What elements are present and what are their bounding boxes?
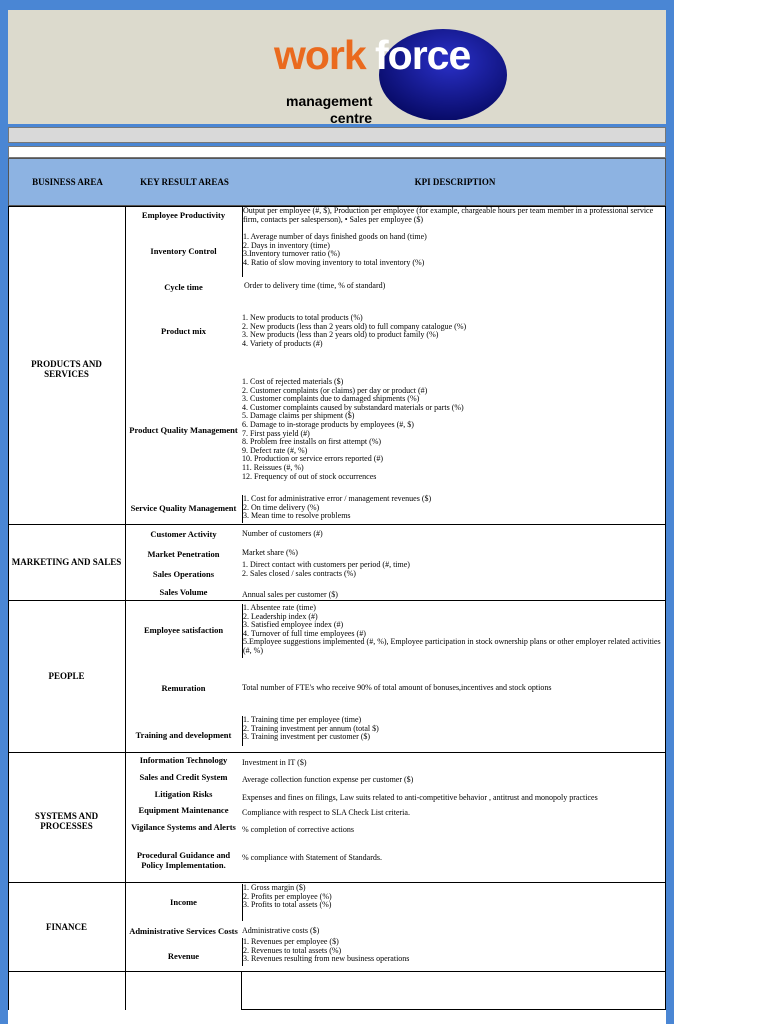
empty-strip [8,146,666,158]
kpi-equipment: Compliance with respect to SLA Check List criteria. [242,808,410,817]
kpi-sales-volume: Annual sales per customer ($) [242,590,338,599]
kpi-remuration: Total number of FTE's who receive 90% of total amount of bonuses,incentives and stock options [242,683,552,692]
left-frame-bar [0,0,8,1024]
kpi-service-quality: 1. Cost for administrative error / management revenues ($) 2. On time delivery (%) 3. Mean time to resolve problems [242,495,664,523]
kra-sales-credit: Sales and Credit System [139,772,228,782]
kpi-sales-operations: 1. Direct contact with customers per period (#, time) 2. Sales closed / sales contracts (%) [242,560,410,578]
kpi-litigation: Expenses and fines on filings, Law suits related to anti-competitive behavior , antitrust and monopoly practices [242,793,598,802]
right-frame-bar [666,0,674,1024]
kra-service-quality: Service Quality Management [130,503,237,513]
kpi-admin-costs: Administrative costs ($) [242,926,320,935]
kpi-procedural: % compliance with Statement of Standards. [242,853,382,862]
header-key-result-areas: KEY RESULT AREAS [140,177,229,187]
kpi-inventory-control: 1. Average number of days finished goods on hand (time) 2. Days in inventory (time) 3.Inventory turnover ratio (%) 4. Ratio of slow moving inventory to total inventory (%) [242,233,664,277]
logo-word-centre: centre [330,110,373,126]
kpi-employee-satisfaction: 1. Absentee rate (time) 2. Leadership index (#) 3. Satisfied employee index (#) 4. Turnover of full time employees (#) 5.Employee suggestions implemented (#, %), Employee participation in stock ownership plans or other employer related activities (#, %) [242,604,664,658]
kpi-product-mix: 1. New products to total products (%) 2. New products (less than 2 years old) to full company catalogue (%) 3. New products (less than 2 years old) to product family (%) 4. Variety of products (#) [242,313,467,348]
kra-remuration: Remuration [161,683,206,693]
grid-line [8,752,666,753]
business-area-people: PEOPLE [48,671,85,681]
kra-training: Training and development [135,730,232,740]
kra-cycle-time: Cycle time [164,282,203,292]
grid-line [8,971,666,972]
kra-employee-satisfaction: Employee satisfaction [143,625,224,635]
business-area-products: PRODUCTS AND SERVICES [31,359,102,379]
kpi-information-technology: Investment in IT ($) [242,758,307,767]
kra-customer-activity: Customer Activity [150,529,217,539]
grid-line [8,600,666,601]
header-business-area: BUSINESS AREA [32,177,103,187]
kpi-employee-productivity: Output per employee (#, $), Production per employee (for example, chargeable hours per team member in a professional service firm, contacts per salesperson), • Sales per employee ($) [242,207,664,234]
workforce-logo [264,20,514,126]
header-kpi-description: KPI DESCRIPTION [414,177,496,187]
grid-line [241,1009,666,1010]
kpi-customer-activity: Number of customers (#) [242,529,323,538]
kpi-revenue: 1. Revenues per employee ($) 2. Revenues to total assets (%) 3. Revenues resulting from new business operations [242,938,664,966]
grid-line [241,971,242,1010]
kpi-cycle-time: Order to delivery time (time, % of standard) [244,281,386,290]
kpi-market-penetration: Market share (%) [242,548,298,557]
top-frame-bar [0,0,674,10]
kpi-sales-credit: Average collection function expense per customer ($) [242,775,414,784]
kra-sales-operations: Sales Operations [152,569,215,579]
grid-line [8,206,9,1010]
kpi-training: 1. Training time per employee (time) 2. Training investment per annum (total $) 3. Training investment per customer ($) [242,716,664,746]
kra-admin-costs: Administrative Services Costs [129,926,238,936]
grid-line [8,524,666,525]
kra-procedural: Procedural Guidance and Policy Implementation. [136,850,231,870]
kra-litigation: Litigation Risks [154,789,213,799]
kra-inventory-control: Inventory Control [150,246,217,256]
logo-word-work: work [274,32,366,78]
kpi-income: 1. Gross margin ($) 2. Profits per employee (%) 3. Profits to total assets (%) [242,884,664,921]
business-area-finance: FINANCE [45,922,87,932]
grid-line [665,206,666,1010]
kpi-product-quality: 1. Cost of rejected materials ($) 2. Customer complaints (or claims) per day or product (#) 3. Customer complaints due to damaged shipments (%) 4. Customer complaints caused by substandard materials or parts (%) 5. Damage claims per shipment ($) 6. Damage to in-storage products by employees (#, $) 7. First pass yield (#) 8. Problem free installs on first attempt (%) 9. Defect rate (#, %) 10. Production or service errors reported (#) 11. Reissues (#, %) 12. Frequency of out of stock occurrences [242,377,464,481]
kpi-vigilance: % completion of corrective actions [242,825,354,834]
kra-sales-volume: Sales Volume [159,587,208,597]
grid-line [8,882,666,883]
kra-market-penetration: Market Penetration [147,549,220,559]
kra-income: Income [170,897,197,907]
kra-revenue: Revenue [167,951,200,961]
logo-word-management: management [286,93,373,109]
kra-equipment: Equipment Maintenance [138,805,229,815]
kra-product-mix: Product mix [161,326,206,336]
kra-employee-productivity: Employee Productivity [141,210,226,220]
business-area-systems: SYSTEMS AND PROCESSES [34,811,99,831]
kra-product-quality: Product Quality Management [129,425,238,435]
table-header [8,158,666,206]
logo-word-force: force [375,32,471,78]
kra-vigilance: Vigilance Systems and Alerts [131,822,236,832]
kra-information-technology: Information Technology [139,755,228,765]
empty-strip [8,127,666,143]
business-area-marketing: MARKETING AND SALES [11,557,122,567]
